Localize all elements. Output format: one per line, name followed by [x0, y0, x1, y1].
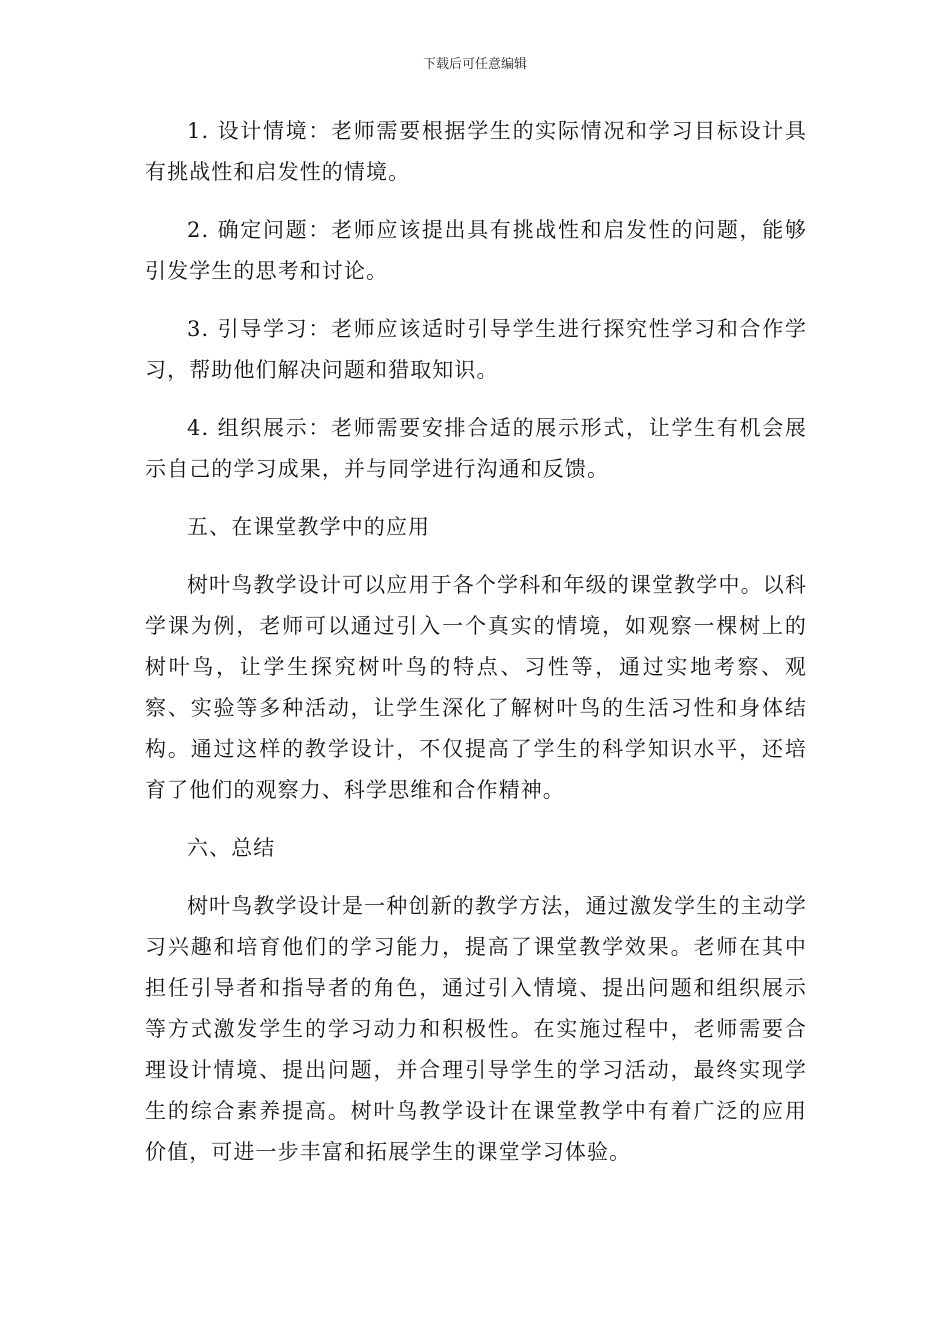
paragraph-application: 树叶鸟教学设计可以应用于各个学科和年级的课堂教学中。以科学课为例，老师可以通过引入一个真实的情境，如观察一棵树上的树叶鸟，让学生探究树叶鸟的特点、习性等，通过实地考察、观察、实验等多种活动，让学生深化了解树叶鸟的生活习性和身体结构。通过这样的教学设计，不仅提高了学生的科学知识水平，还培育了他们的观察力、科学思维和合作精神。 [145, 573, 807, 802]
page-header: 下载后可任意编辑 [422, 57, 527, 72]
list-item-organize-showcase: 4. 组织展示：老师需要安排合适的展示形式，让学生有机会展示自己的学习成果，并与同学进行沟通和反馈。 [145, 416, 807, 481]
list-item-design-situation: 1. 设计情境：老师需要根据学生的实际情况和学习目标设计具有挑战性和启发性的情境。 [145, 119, 807, 184]
list-item-define-question: 2. 确定问题：老师应该提出具有挑战性和启发性的问题，能够引发学生的思考和讨论。 [145, 218, 807, 283]
section-heading-application: 五、在课堂教学中的应用 [187, 515, 431, 539]
section-heading-summary: 六、总结 [187, 836, 276, 860]
document-body [145, 111, 807, 1190]
paragraph-summary: 树叶鸟教学设计是一种创新的教学方法，通过激发学生的主动学习兴趣和培育他们的学习能力，提高了课堂教学效果。老师在其中担任引导者和指导者的角色，通过引入情境、提出问题和组织展示等方式激发学生的学习动力和积极性。在实施过程中，老师需要合理设计情境、提出问题，并合理引导学生的学习活动，最终实现学生的综合素养提高。树叶鸟教学设计在课堂教学中有着广泛的应用价值，可进一步丰富和拓展学生的课堂学习体验。 [145, 894, 807, 1164]
list-item-guide-learning: 3. 引导学习：老师应该适时引导学生进行探究性学习和合作学习，帮助他们解决问题和猎取知识。 [145, 317, 807, 382]
